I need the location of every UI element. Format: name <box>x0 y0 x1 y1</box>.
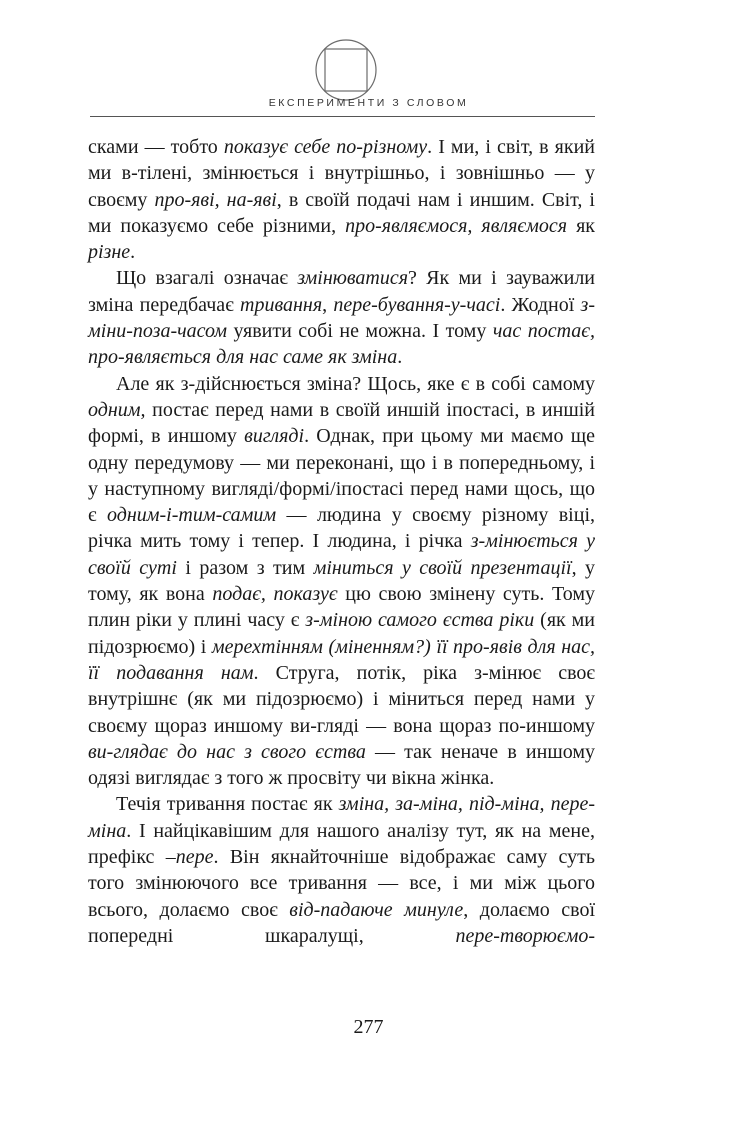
text-run: Течія тривання постає як <box>116 793 339 816</box>
text-run: — людина у своєму різному віці, річка мить тому і тепер. І людина, і річка <box>88 504 595 553</box>
text-run: і разом з тим <box>176 556 314 579</box>
italic-run: ви-глядає до нас з свого єства <box>88 740 366 763</box>
italic-run: про-яві, на-яві <box>154 188 277 211</box>
italic-run: про-являємося, являємося <box>345 214 568 237</box>
italic-run: одним, <box>88 398 146 421</box>
italic-run: мерехтінням (міненням?) її про-явів для нас, її подавання нам <box>88 635 596 684</box>
italic-run: від-падаюче минуле <box>289 898 464 921</box>
paragraph <box>88 265 595 370</box>
italic-run: вигляді <box>244 425 305 448</box>
italic-run: міниться у своїй презентації <box>313 556 572 579</box>
italic-run: зміна, за-міна, під-міна, пере-міна <box>88 793 596 842</box>
italic-run: подає, показує <box>212 583 338 606</box>
italic-run: час постає, про-являється для нас саме як зміна <box>88 320 596 369</box>
italic-run: –пере <box>165 846 214 869</box>
text-run: . Він якнайточніше відображає саму суть того змінюючого все тривання — все, і ми між цього всього, долаємо своє <box>88 846 596 921</box>
text-run: , <box>322 293 334 316</box>
text-run: . І найцікавішим для нашого аналізу тут, як на мене, префікс <box>88 819 595 869</box>
italic-run: змінюватися <box>297 267 409 290</box>
text-run: , у тому, як вона <box>88 556 595 606</box>
circle-square-emblem-icon <box>312 36 380 104</box>
text-run: постає перед нами в своїй иншій іпостасі, в иншій формі, в иншому <box>88 398 595 448</box>
italic-run: з-міною самого єства ріки <box>305 609 535 632</box>
text-run: (як ми підозрюємо) і <box>88 609 595 658</box>
italic-run: одним-і-тим-самим <box>106 504 277 527</box>
text-run: . Струга, потік, ріка з-мінює своє внутрішнє (як ми підозрюємо) і міниться перед нами у своєму щораз иншому ви-гляді — вона щораз по-иншому <box>88 661 595 737</box>
italic-run: різне <box>88 241 131 264</box>
italic-run: пере-творюємо- <box>455 924 595 947</box>
text-run: цю свою змінену суть. Тому плин ріки у плині часу є <box>88 583 595 632</box>
paragraph <box>88 371 595 792</box>
italic-run: пере-бування-у-часі <box>333 293 501 316</box>
text-run: ? Як ми і зауважили зміна передбачає <box>88 267 596 316</box>
running-head: ЕКСПЕРИМЕНТИ З СЛОВОМ <box>268 97 469 109</box>
text-run: Що взагалі означає <box>116 267 298 290</box>
header-rule <box>90 116 595 117</box>
text-run: . Жодної <box>500 293 581 316</box>
text-run: , в своїй подачі нам і иншим. Світ, і ми показуємо себе різними, <box>88 188 595 237</box>
text-run: . <box>130 241 136 264</box>
text-run: . І ми, і світ, в який ми в-тілені, змінюється і внутрішньо, і зовнішньо — у своєму <box>88 136 595 211</box>
text-run: — так неначе в иншому одязі виглядає з того ж просвіту чи вікна жінка. <box>88 740 596 790</box>
italic-run: з-мінюється у своїй суті <box>88 530 596 579</box>
text-run: сками — тобто <box>88 136 224 158</box>
paragraph <box>88 134 595 265</box>
paragraph <box>88 791 595 949</box>
text-run: Але як з-дійснюється зміна? Щось, яке є в собі самому <box>116 372 595 395</box>
text-run: , долаємо свої попередні шкаралущі, <box>88 898 596 947</box>
page-number: 277 <box>353 1016 384 1038</box>
italic-run: показує себе по-різному <box>223 136 428 158</box>
text-run: як <box>567 214 596 237</box>
text-run: . Однак, при цьому ми маємо ще одну передумову — ми переконані, що і в попередньому, і у наступному вигляді/формі/іпостасі перед нами щось, що є <box>88 425 595 527</box>
text-run: уявити собі не можна. І тому <box>227 320 493 343</box>
text-run: . <box>397 346 403 369</box>
italic-run: з-міни-поза-часом <box>88 293 596 343</box>
body-text <box>88 134 595 949</box>
italic-run: тривання <box>240 293 323 316</box>
